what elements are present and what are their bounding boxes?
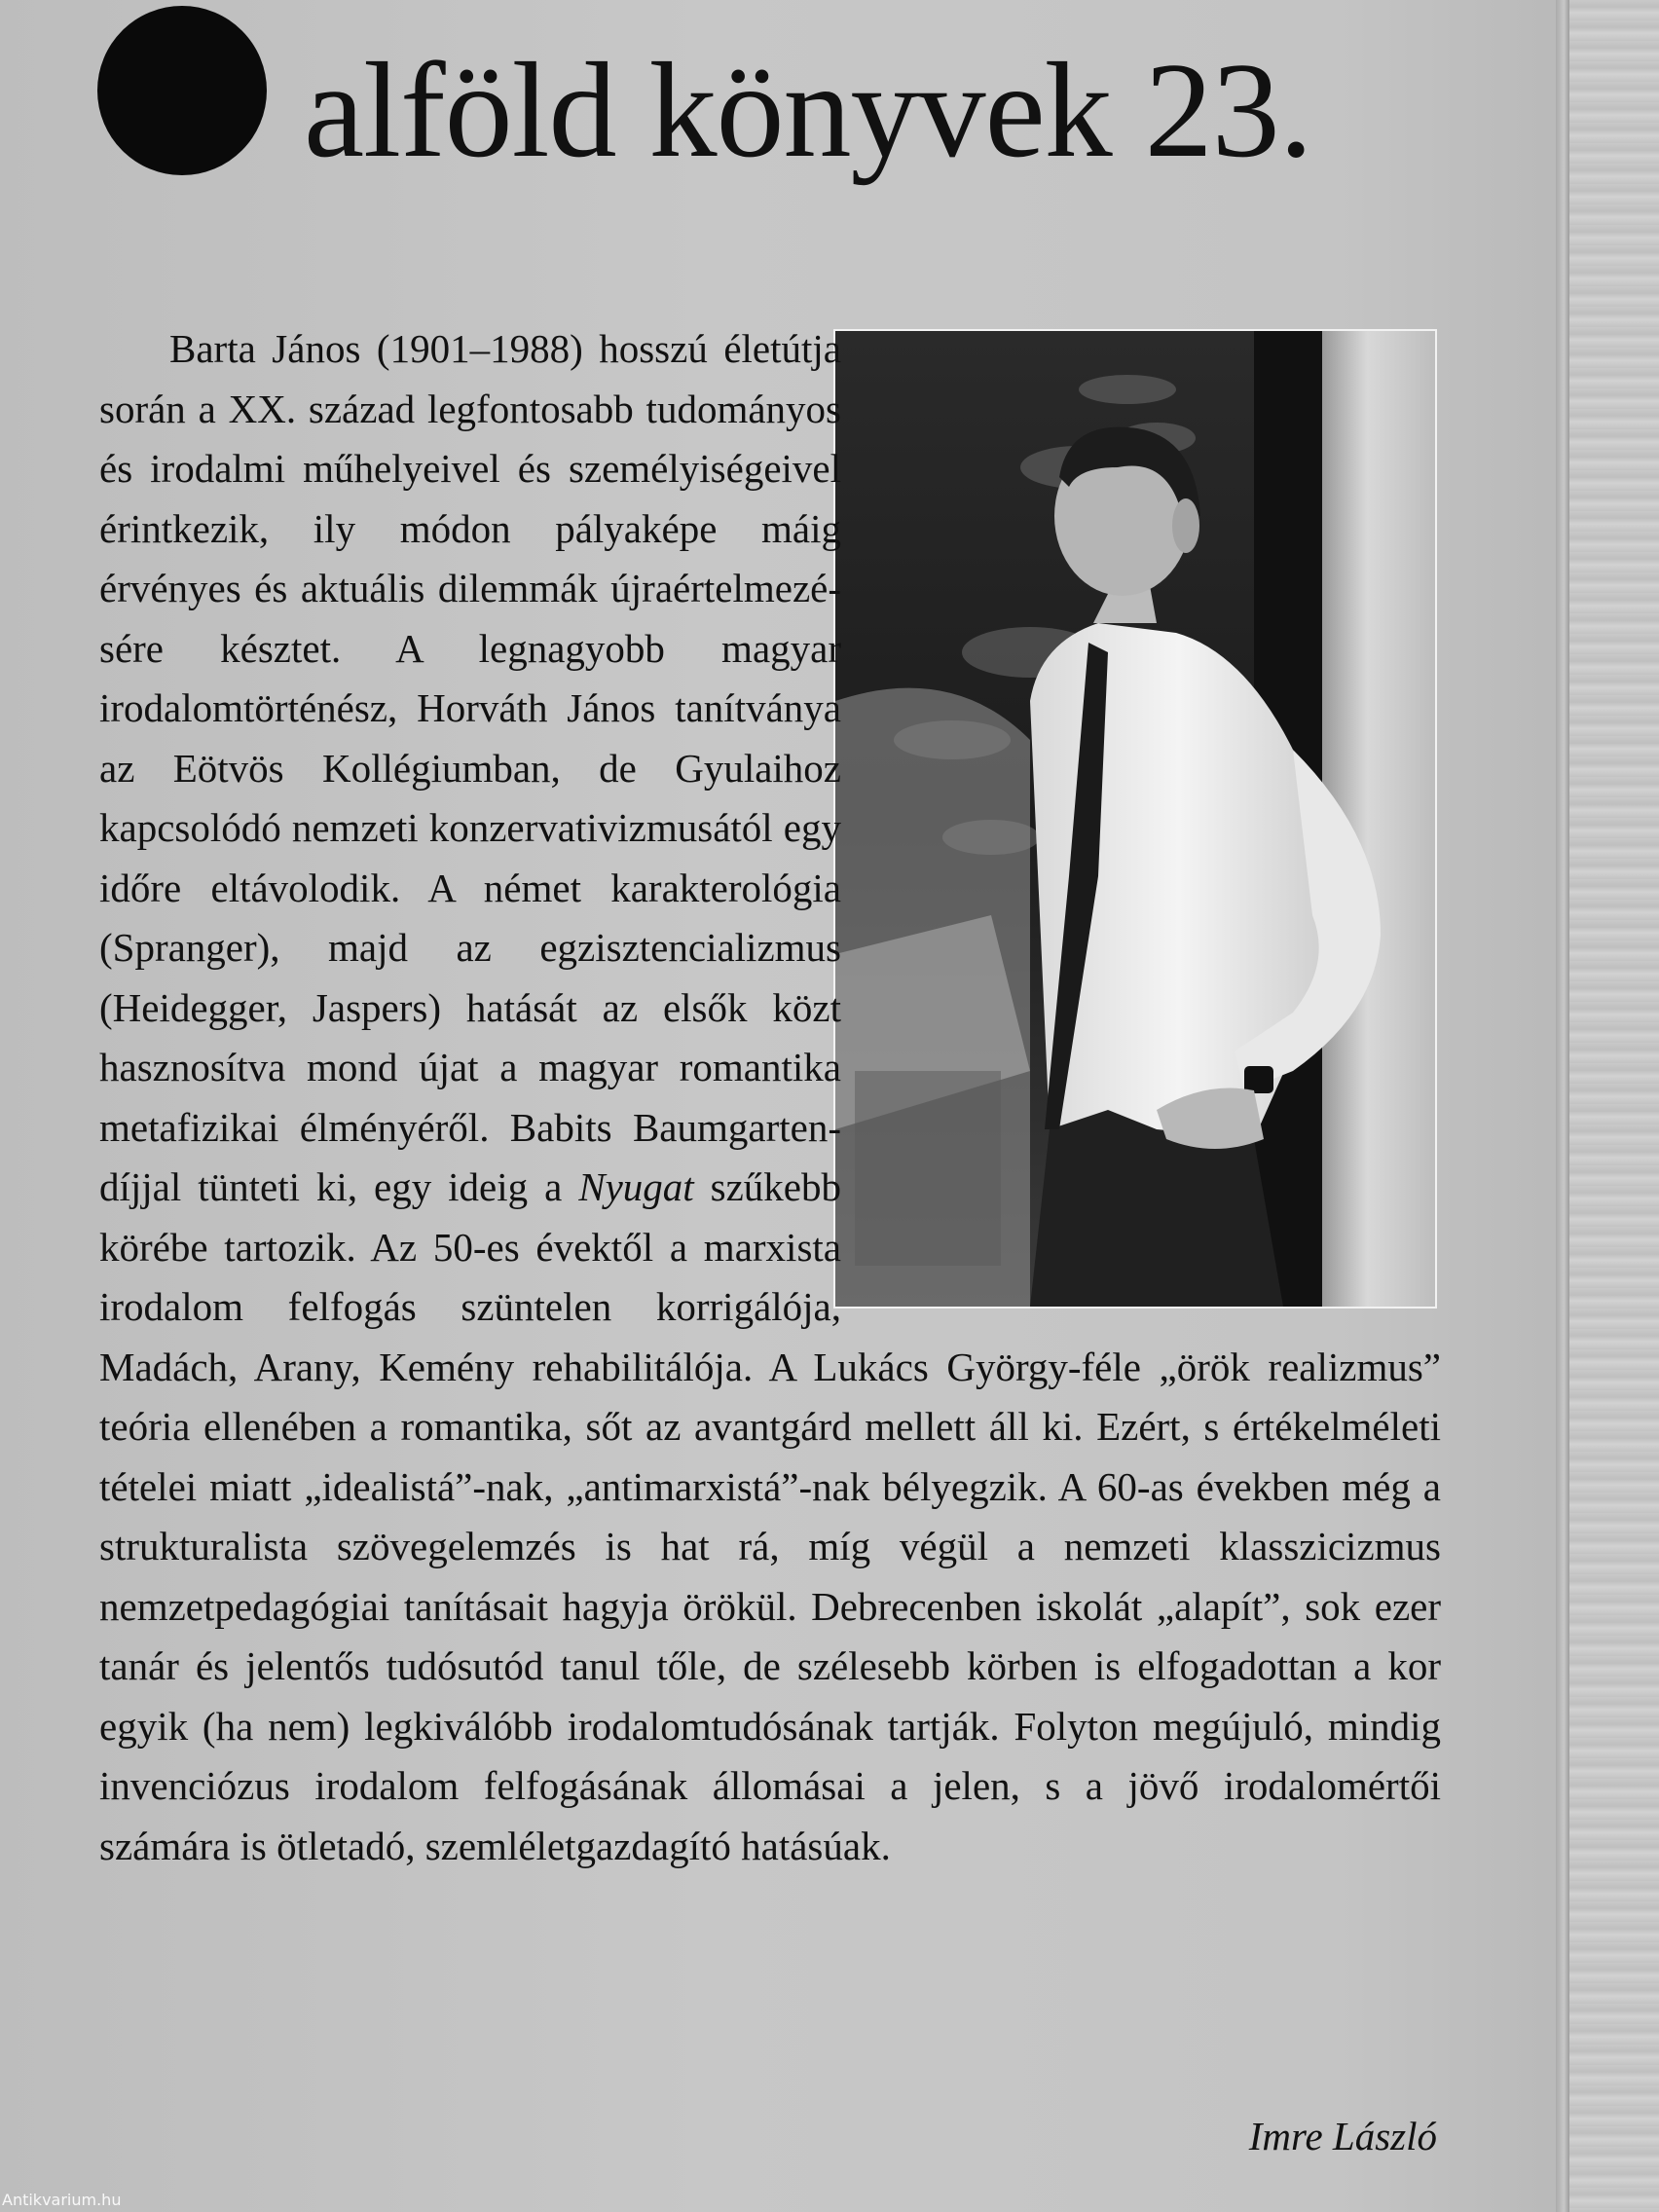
watermark: Antikvarium.hu: [2, 2191, 122, 2209]
series-logo-dot: [97, 6, 267, 175]
journal-title: Nyugat: [578, 1164, 694, 1209]
series-title: alföld könyvek 23.: [304, 35, 1312, 186]
description-text: [99, 319, 1441, 1876]
cover-edge: [1556, 0, 1569, 2212]
paragraph-part-2: szűkebb körébe tartozik. Az 50-es évektől a marxista irodalom felfogás szüntelen korrigálója, Madách, Arany, Kemény rehabilitálója. A Lukács György-féle „örök realizmus” teória ellenében a romantika, sőt az avantgárd mellett áll ki. Ezért, s értékelméleti tételei miatt „idealistá”-nak, „antimarxistá”-nak bélyegzik. A 60-as években még a strukturalista szövegelemzés is hat rá, míg végül a nemzeti klasszicizmus nemzetpedagógiai tanításait hagyja örökül. Debrecenben iskolát „alapít”, sok ezer tanár és jelentős tudósutód tanul tőle, de szélesebb körben is elfogadottan a kor egyik (ha nem) legkiválóbb irodalomtudósának tartják. Folyton megújuló, mindig invenciózus irodalom felfogásának állomásai a jelen, s a jövő irodalomértői számára is ötletadó, szemléletgazdagító hatásúak.: [99, 1164, 1441, 1868]
book-spine: [1569, 0, 1659, 2212]
photo-spacer: [841, 319, 1441, 1332]
paragraph-part-1: Barta János (1901–1988) hosszú életútja során a XX. század legfontosabb tudományos és irodalmi műhelyeivel és személyiségeivel érintkezik, ily módon pályaképe máig érvényes és aktuális dilemmák újraértelmezésére késztet. A legnagyobb magyar irodalomtörténész, Horváth János tanítványa az Eötvös Kollégiumban, de Gyulaihoz kapcsolódó nemzeti konzervativizmusától egy időre eltávolodik. A német karakterológia (Spranger), majd az egzisztencializmus (Heidegger, Jaspers) hatását az elsők közt hasznosítva mond újat a magyar romantika metafizikai élményéről. Babits Baumgarten-díjjal tünteti ki, egy ideig a: [99, 326, 841, 1209]
author-signature: Imre László: [1248, 2114, 1437, 2158]
